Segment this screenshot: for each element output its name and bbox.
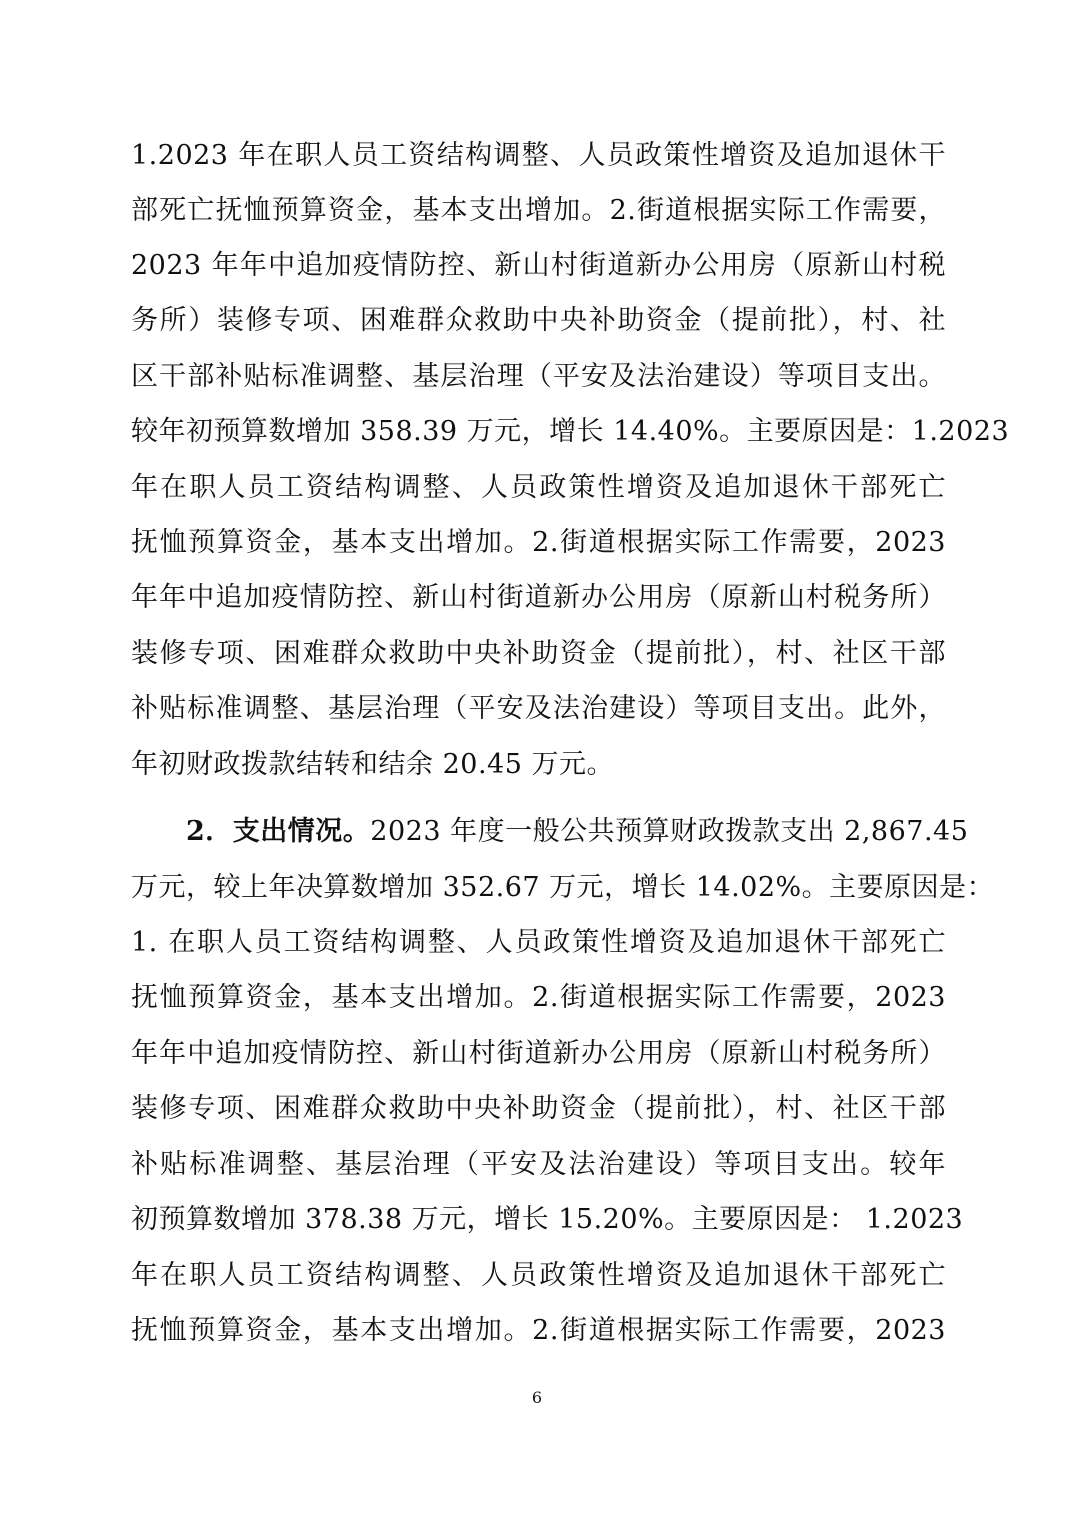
text-line: 部死亡抚恤预算资金，基本支出增加。2.街道根据实际工作需要， [131, 195, 946, 226]
text-line: 1. 在职人员工资结构调整、人员政策性增资及追加退休干部死亡 [131, 927, 946, 958]
text-line: 装修专项、困难群众救助中央补助资金（提前批），村、社区干部 [131, 1093, 946, 1124]
section-2-first-line-text: 2023 年度一般公共预算财政拨款支出 2,867.45 [370, 816, 969, 847]
text-line: 年初财政拨款结转和结余 20.45 万元。 [131, 749, 614, 780]
text-line: 补贴标准调整、基层治理（平安及法治建设）等项目支出。此外， [131, 693, 946, 724]
page-number: 6 [531, 1388, 543, 1407]
section-2-heading: 2．支出情况。 [186, 816, 371, 847]
section-2-first-line [186, 812, 969, 852]
text-line: 万元，较上年决算数增加 352.67 万元，增长 14.02%。主要原因是： [131, 872, 995, 903]
text-line: 较年初预算数增加 358.39 万元，增长 14.40%。主要原因是：1.2023 [131, 416, 1010, 447]
text-line: 年年中追加疫情防控、新山村街道新办公用房（原新山村税务所） [131, 582, 946, 613]
text-line: 年在职人员工资结构调整、人员政策性增资及追加退休干部死亡 [131, 472, 946, 503]
text-line: 1.2023 年在职人员工资结构调整、人员政策性增资及追加退休干 [131, 140, 946, 171]
text-line: 区干部补贴标准调整、基层治理（平安及法治建设）等项目支出。 [131, 361, 946, 392]
text-line: 抚恤预算资金，基本支出增加。2.街道根据实际工作需要，2023 [131, 527, 946, 558]
text-line: 补贴标准调整、基层治理（平安及法治建设）等项目支出。较年 [131, 1149, 946, 1180]
text-line: 年在职人员工资结构调整、人员政策性增资及追加退休干部死亡 [131, 1260, 946, 1291]
text-line: 抚恤预算资金，基本支出增加。2.街道根据实际工作需要，2023 [131, 982, 946, 1013]
text-line: 初预算数增加 378.38 万元，增长 15.20%。主要原因是： 1.2023 [131, 1204, 964, 1235]
text-line: 装修专项、困难群众救助中央补助资金（提前批），村、社区干部 [131, 638, 946, 669]
text-line: 年年中追加疫情防控、新山村街道新办公用房（原新山村税务所） [131, 1038, 946, 1069]
text-line: 抚恤预算资金，基本支出增加。2.街道根据实际工作需要，2023 [131, 1315, 946, 1346]
text-line: 2023 年年中追加疫情防控、新山村街道新办公用房（原新山村税 [131, 250, 946, 281]
text-line: 务所）装修专项、困难群众救助中央补助资金（提前批），村、社 [131, 305, 946, 336]
